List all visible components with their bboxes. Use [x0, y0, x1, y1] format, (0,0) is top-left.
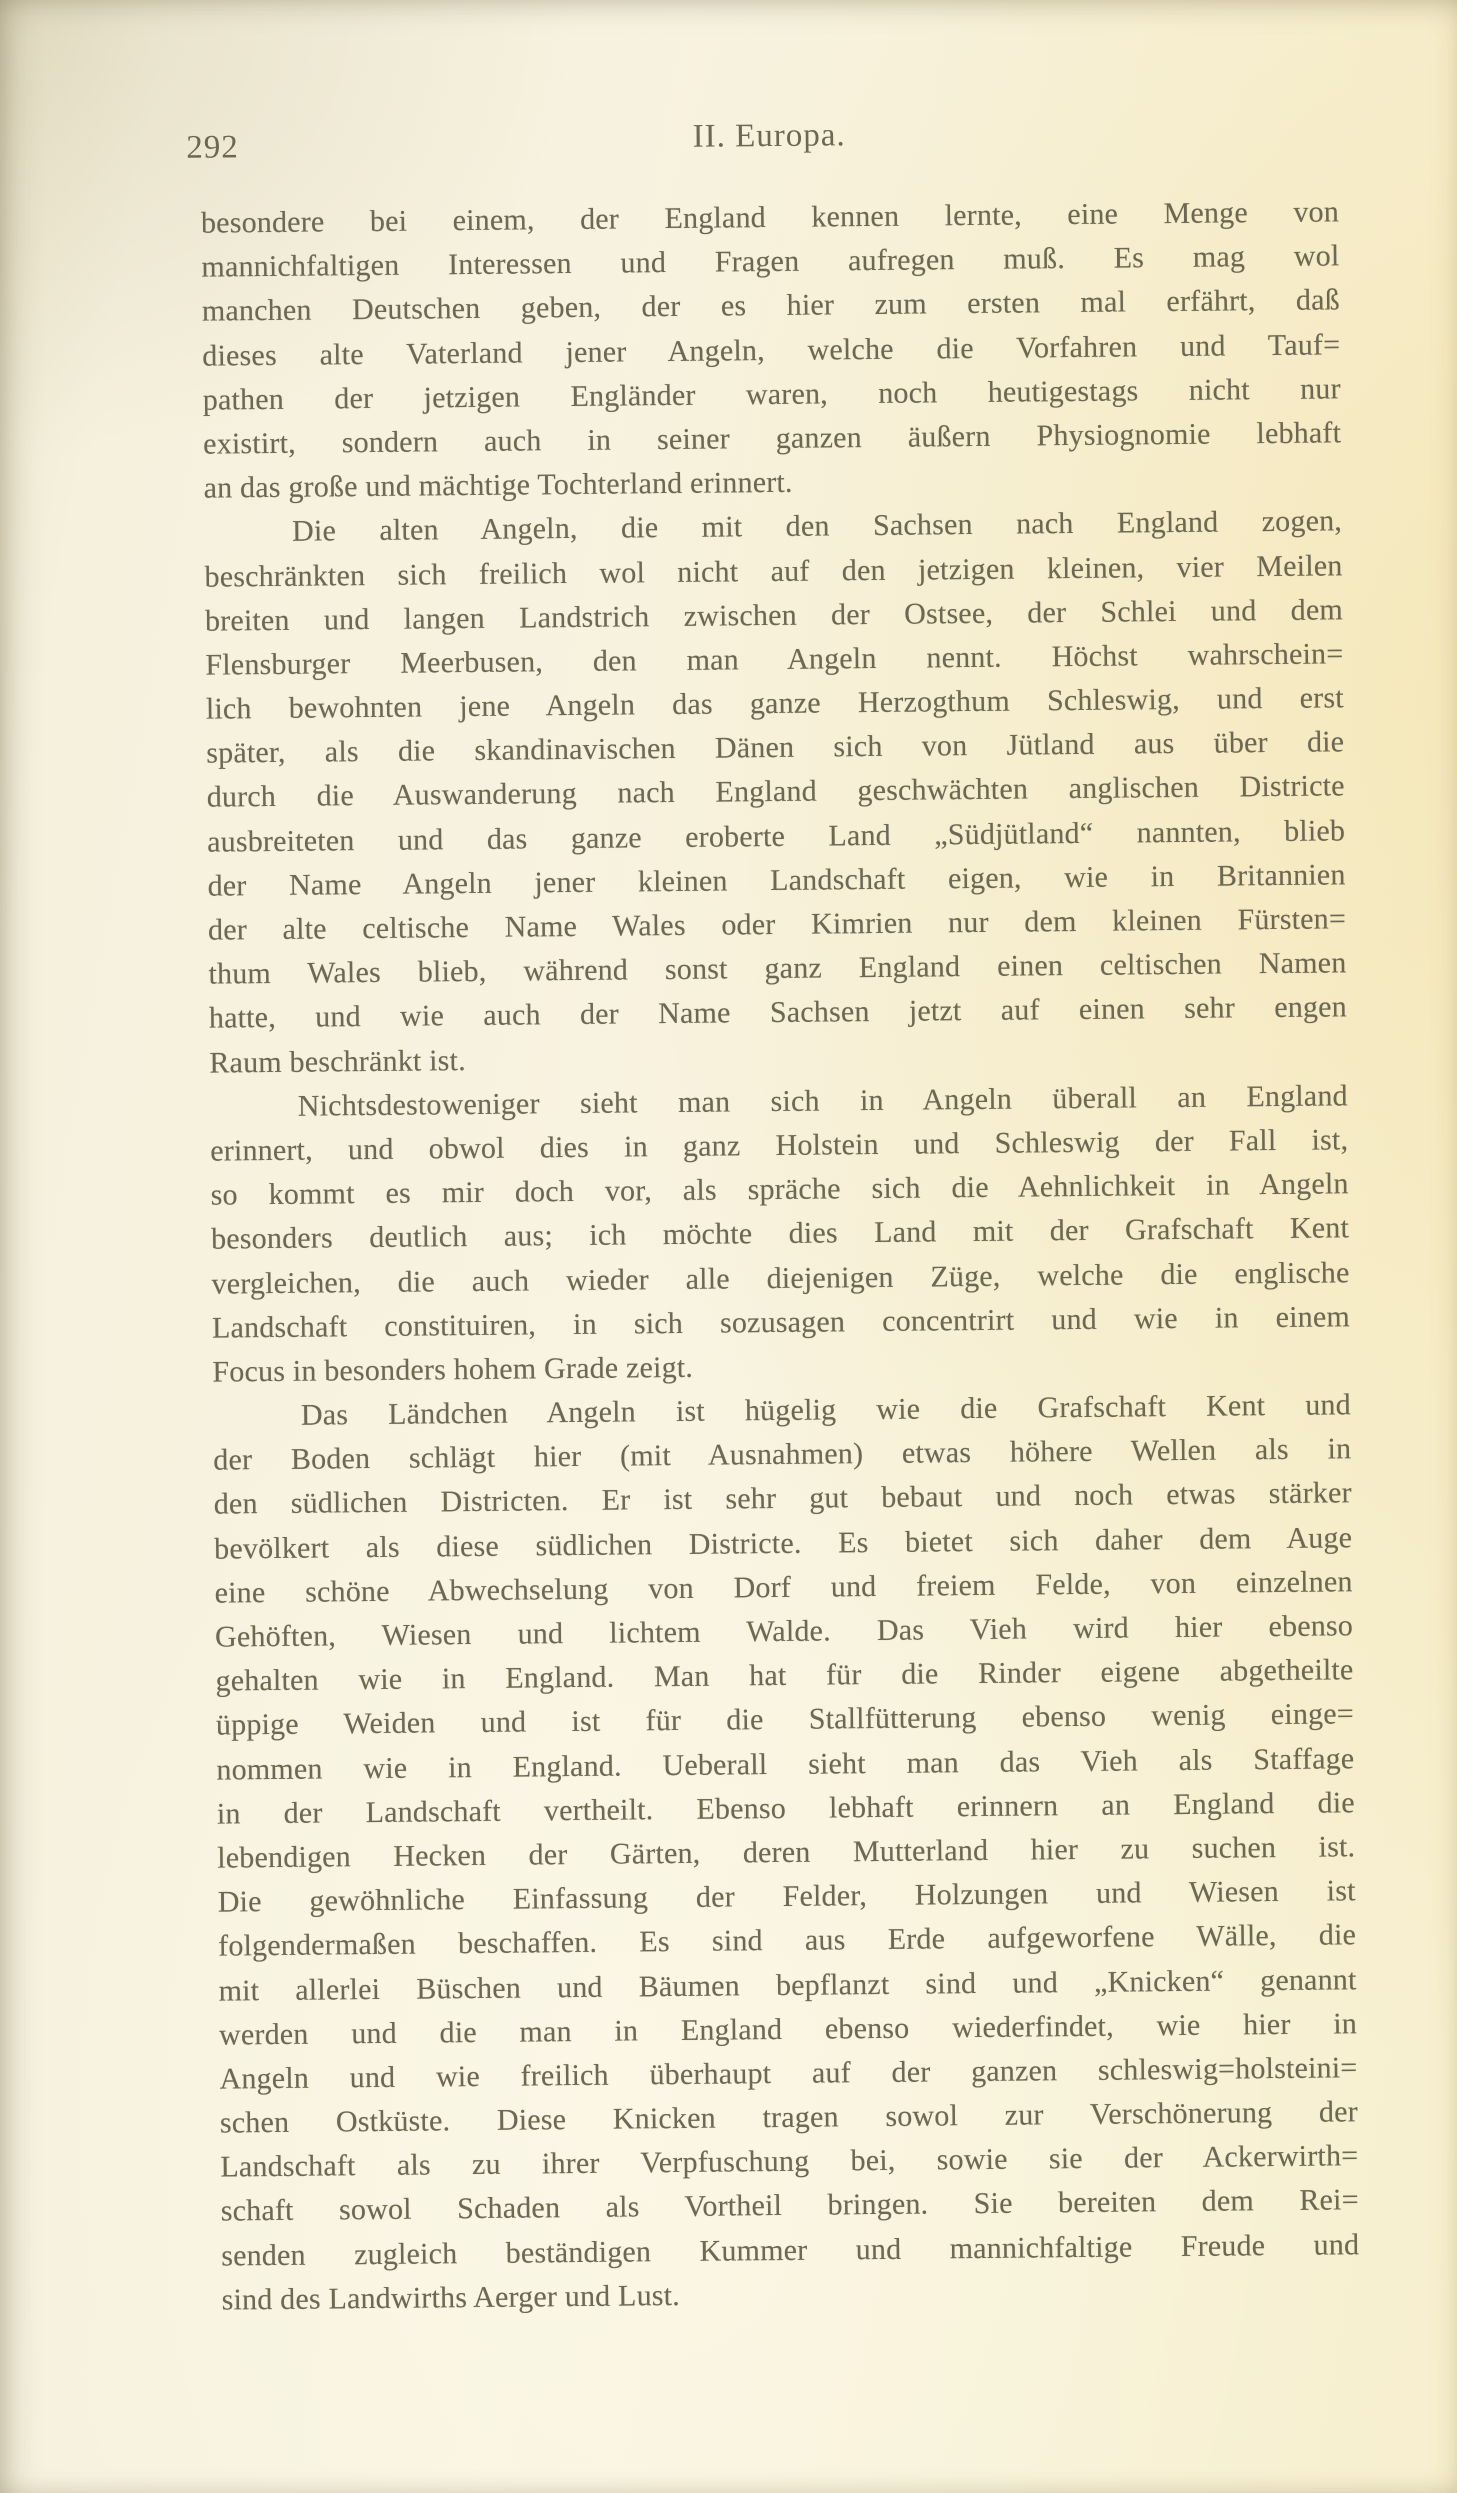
text-line: bevölkert als diese südlichen Districte. Es bietet sich daher dem Auge	[214, 1520, 1353, 1566]
text-line: thum Wales blieb, während sonst ganz England einen celtischen Namen	[208, 946, 1347, 991]
page-number: 292	[186, 129, 239, 166]
text-line: Raum beschränkt ist.	[209, 1043, 466, 1080]
text-line: folgendermaßen beschaffen. Es sind aus Erde aufgeworfene Wälle, die	[217, 1918, 1357, 1963]
paragraph-landscape-description	[213, 1383, 1360, 2322]
text-line: schen Ostküste. Diese Knicken tragen sowol zur Verschönerung der	[219, 2095, 1359, 2140]
text-line: schaft sowol Schaden als Vortheil bringen. Sie bereiten dem Rei=	[220, 2183, 1359, 2228]
text-line: so kommt es mir doch vor, als spräche sich die Aehnlichkeit in Angeln	[210, 1167, 1349, 1212]
text-line: ausbreiteten und das ganze eroberte Land „Südjütland“ nannten, blieb	[207, 813, 1346, 859]
text-line: der alte celtische Name Wales oder Kimrien nur dem kleinen Fürsten=	[207, 902, 1347, 947]
text-line: besonders deutlich aus; ich möchte dies Land mit der Grafschaft Kent	[210, 1211, 1350, 1256]
paragraph-old-angles	[204, 500, 1348, 1086]
text-line: gehalten wie in England. Man hat für die Rinder eigene abgetheilte	[215, 1653, 1354, 1698]
text-line: üppige Weiden und ist für die Stallfütterung ebenso wenig einge=	[215, 1697, 1355, 1742]
text-line: in der Landschaft vertheilt. Ebenso lebhaft erinnern an England die	[216, 1786, 1355, 1831]
text-line: Das Ländchen Angeln ist hügelig wie die Grafschaft Kent und	[300, 1388, 1351, 1432]
text-line: Nichtsdestoweniger sieht man sich in Angeln überall an England	[297, 1079, 1348, 1123]
text-line: durch die Auswanderung nach England geschwächten anglischen Districte	[206, 769, 1345, 815]
text-line: sind des Landwirths Aerger und Lust.	[221, 2278, 681, 2317]
text-line: lich bewohnten jene Angeln das ganze Herzogthum Schleswig, und erst	[205, 681, 1344, 726]
page-content	[186, 112, 1360, 2322]
text-line: Angeln und wie freilich überhaupt auf der ganzen schleswig=holsteini=	[219, 2051, 1358, 2096]
text-line: senden zugleich beständigen Kummer und mannichfaltige Freude und	[221, 2227, 1360, 2273]
text-line: Die gewöhnliche Einfassung der Felder, Holzungen und Wiesen ist	[217, 1874, 1356, 1919]
text-line: lebendigen Hecken der Gärten, deren Mutterland hier zu suchen ist.	[217, 1830, 1356, 1875]
text-line: besondere bei einem, der England kennen lernte, eine Menge von	[200, 195, 1340, 240]
text-line: den südlichen Districten. Er ist sehr gut bebaut und noch etwas stärker	[213, 1476, 1352, 1522]
paragraph-intro	[201, 190, 1342, 511]
text-line: Gehöften, Wiesen und lichtem Walde. Das Vieh wird hier ebenso	[214, 1609, 1354, 1654]
text-line: hatte, und wie auch der Name Sachsen jetzt auf einen sehr engen	[208, 990, 1348, 1035]
text-line: der Boden schlägt hier (mit Ausnahmen) etwas höhere Wellen als in	[213, 1432, 1352, 1477]
text-line: an das große und mächtige Tochterland erinnert.	[203, 465, 793, 505]
text-line: vergleichen, die auch wieder alle diejenigen Züge, welche die englische	[211, 1255, 1350, 1301]
text-line: nommen wie in England. Ueberall sieht man das Vieh als Staffage	[216, 1741, 1355, 1787]
text-line: Landschaft als zu ihrer Verpfuschung bei, sowie sie der Ackerwirth=	[220, 2139, 1359, 2184]
running-header: II. Europa.	[692, 117, 846, 155]
text-line: Landschaft constituiren, in sich sozusagen concentrirt und wie in einem	[211, 1299, 1351, 1345]
text-line: dieses alte Vaterland jener Angeln, welche die Vorfahren und Tauf=	[202, 327, 1341, 373]
text-line: breiten und langen Landstrich zwischen der Ostsee, der Schlei und dem	[204, 593, 1344, 638]
page-header	[186, 112, 1338, 167]
text-line: Die alten Angeln, die mit den Sachsen nach England zogen,	[291, 504, 1343, 549]
text-line: später, als die skandinavischen Dänen sich von Jütland aus über die	[206, 725, 1345, 770]
text-line: existirt, sondern auch in seiner ganzen äußern Physiognomie lebhaft	[203, 416, 1342, 461]
text-line: beschränkten sich freilich wol nicht auf den jetzigen kleinen, vier Meilen	[204, 548, 1343, 594]
text-line: Flensburger Meerbusen, den man Angeln nennt. Höchst wahrschein=	[205, 637, 1344, 682]
text-line: mit allerlei Büschen und Bäumen bepflanzt sind und „Knicken“ genannt	[218, 1962, 1357, 2008]
text-line: der Name Angeln jener kleinen Landschaft eigen, wie in Britannien	[207, 858, 1346, 903]
text-line: Focus in besonders hohem Grade zeigt.	[212, 1350, 694, 1389]
text-line: eine schöne Abwechselung von Dorf und freiem Felde, von einzelnen	[214, 1565, 1353, 1610]
text-line: manchen Deutschen geben, der es hier zum ersten mal erfährt, daß	[201, 283, 1341, 329]
text-line: mannichfaltigen Interessen und Fragen aufregen muß. Es mag wol	[201, 239, 1340, 284]
body-text	[201, 190, 1360, 2322]
text-line: erinnert, und obwol dies in ganz Holstein und Schleswig der Fall ist,	[210, 1123, 1349, 1168]
paragraph-england-resemblance	[210, 1074, 1351, 1395]
text-line: pathen der jetzigen Engländer waren, noch heutigestags nicht nur	[202, 372, 1341, 417]
text-line: werden und die man in England ebenso wiederfindet, wie hier in	[218, 2006, 1358, 2052]
